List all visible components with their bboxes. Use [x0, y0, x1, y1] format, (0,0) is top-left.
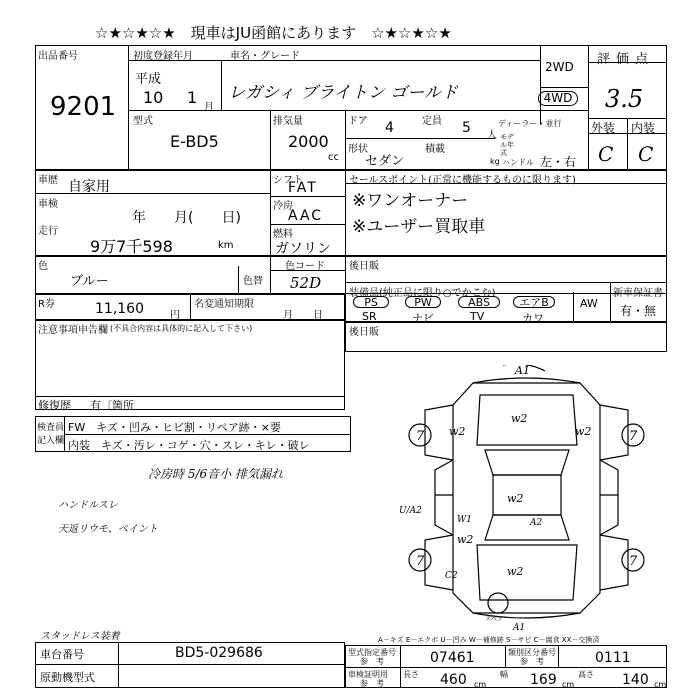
displacement-label: 排気量 [273, 116, 303, 127]
handle-label: ハンドル [502, 158, 534, 167]
mark-wheel-fl: 7 [416, 429, 425, 444]
color-code-value: 52D [290, 274, 322, 292]
repair-value: 有〔箇所 [90, 399, 134, 412]
rear-label: 後日販 [349, 261, 379, 272]
notes-label: 注意事項申告欄 [38, 325, 108, 336]
notice-label: 名変通知期限 [194, 299, 254, 310]
lot-label: 出品番号 [38, 51, 78, 62]
handwritten-note-3: 天返リウモ、ペイント [58, 524, 158, 535]
capacity-unit: 人 [487, 130, 497, 141]
shift-label: シフト [273, 175, 303, 186]
inspector-label-top: 検査員 [37, 423, 65, 433]
registration-era: 平成 [135, 72, 162, 87]
category-sub: 参 考 [520, 657, 544, 666]
width-label: 幅 [500, 670, 508, 679]
warranty-value: 有・無 [620, 304, 657, 318]
equip-airbag: エアB [513, 296, 555, 308]
equip-sr: SR [362, 310, 377, 323]
fuel-value: ガソリン [275, 241, 331, 257]
mileage-label: 走行 [38, 226, 58, 237]
length-unit: cm [474, 680, 487, 689]
mark-wheel-rl: 7 [416, 554, 425, 569]
displacement-value: 2000 [288, 132, 329, 151]
handle-value: 左・右 [540, 155, 577, 169]
drive-2wd: 2WD [545, 60, 574, 74]
mark-a1-top: A1 [515, 365, 530, 377]
registration-year: 10 [143, 88, 164, 107]
mark-a2: A2 [530, 518, 543, 528]
history-value: 自家用 [68, 179, 110, 195]
dealer-label: ディーラー・並行 [498, 119, 562, 128]
dimensions-label: 車検証明用 [348, 670, 388, 679]
interior-grade: C [638, 142, 654, 166]
handwritten-note-1: 冷房時 5/6音小 排気漏れ [148, 467, 283, 481]
model-designation-value: 07461 [430, 650, 475, 666]
dimensions-sub: 参 考 [360, 679, 384, 688]
model-designation-sub: 参 考 [360, 657, 384, 666]
engine-label: 原動機型式 [40, 671, 95, 684]
mark-w2-right-front: w2 [575, 425, 592, 438]
equip-ps: PS [353, 296, 389, 308]
fuel-label: 燃料 [273, 229, 293, 240]
mark-w2-roof: w2 [507, 492, 524, 505]
mark-a1-bottom: A1 [513, 623, 526, 630]
color-value: ブルー [70, 274, 109, 289]
equip-abs: ABS [458, 296, 500, 308]
mileage-unit: km [218, 240, 234, 251]
width-value: 169 [530, 672, 557, 688]
rear-block [345, 322, 667, 352]
inspector-label-bottom: 記入欄 [37, 436, 65, 446]
exterior-label: 外装 [591, 121, 616, 135]
registration-label: 初度登録年月 [133, 51, 193, 62]
history-label: 車歴 [38, 175, 58, 186]
exterior-grade: C [598, 142, 614, 166]
mark-w1: W1 [457, 515, 472, 525]
length-label: 長さ [403, 670, 419, 679]
inspector-row-1: FW キズ・凹み・ヒビ割・リペア跡・×要 [68, 421, 281, 434]
car-name-value: レガシィ ブライトン ゴールド [228, 83, 458, 103]
interior-label: 内装 [631, 121, 656, 135]
color-label: 色 [38, 261, 48, 272]
shaken-value: 年 月( 日) [132, 210, 241, 226]
score-label: 評価点 [597, 52, 655, 67]
equip-tv: TV [470, 310, 485, 323]
doors-label: ドア [348, 116, 368, 127]
height-unit: cm [654, 680, 667, 689]
recycle-unit: 円 [170, 310, 180, 321]
repair-label: 修復歴 [38, 399, 71, 412]
doors-value: 4 [385, 120, 394, 136]
sales-point-line-2: ※ユーザー買取車 [352, 217, 486, 237]
ac-value: AAC [288, 208, 324, 224]
ac-label: 冷房 [273, 201, 293, 212]
mark-wheel-fr: 7 [629, 429, 638, 444]
header-banner: ☆★☆★☆★ 現車はJU函館にあります ☆★☆★☆★ [95, 24, 452, 42]
capacity-value: 5 [462, 120, 471, 136]
color-change-label: 色替 [243, 276, 263, 287]
equipment-label: 装備品(純正品に限り○でかこむ) [349, 288, 496, 299]
category-label: 類別区分番号 [508, 648, 556, 657]
registration-month-unit: 月 [204, 102, 214, 113]
recycle-value: 11,160 [95, 301, 144, 317]
equip-leather: カワ [522, 312, 544, 325]
car-damage-diagram [395, 365, 655, 630]
shape-label: 形状 [348, 144, 368, 155]
registration-month: 1 [187, 88, 198, 107]
car-name-label: 車名・グレード [230, 51, 300, 62]
mark-wheel-rr: 7 [629, 554, 638, 569]
mark-w2-left-front: w2 [449, 425, 466, 438]
shift-value: FAT [288, 180, 318, 196]
load-unit: kg [490, 157, 500, 166]
mark-w2-left-rear-door: w2 [457, 533, 474, 546]
equip-pw: PW [405, 296, 441, 308]
chassis-label: 車台番号 [40, 648, 84, 661]
equip-aw: AW [580, 297, 598, 310]
width-unit: cm [562, 680, 575, 689]
drive-4wd-circled: 4WD [538, 91, 578, 106]
height-label: 高さ [578, 670, 594, 679]
handwritten-note-4: スタッドレス装着 [40, 631, 120, 642]
displacement-unit: cc [328, 152, 339, 163]
length-value: 460 [440, 672, 467, 688]
model-value: E-BD5 [170, 132, 219, 151]
score-value: 3.5 [605, 85, 644, 113]
notes-sub: (不具合内容は具体的に記入して下さい) [110, 324, 253, 333]
lot-number: 9201 [50, 92, 117, 122]
equip-navi: ナビ [412, 312, 434, 325]
recycle-label: R券 [38, 299, 55, 310]
inspector-row-2: 内装 キズ・汚レ・コゲ・穴・スレ・キレ・破レ [68, 439, 310, 452]
notice-value: 月 日 [283, 310, 323, 321]
spare-label: スペア [485, 616, 504, 623]
mark-c2: C2 [445, 571, 458, 581]
model-label: 型式 [133, 116, 153, 127]
model-designation-label: 型式指定番号 [348, 648, 396, 657]
sales-point-label: セールスポイント(正常に機能するものに限ります) [349, 175, 576, 186]
warranty-label: 新車保証書 [613, 288, 663, 299]
shape-value: セダン [365, 154, 405, 169]
color-code-label: 色コード [285, 261, 325, 272]
shaken-label: 車検 [38, 199, 58, 210]
handwritten-note-2: ハンドルスレ [58, 500, 118, 511]
damage-legend: A－キズ E－エクボ U－凹み W－補修跡 S－サビ C－腐食 XX－交換済 [378, 636, 600, 644]
mark-ua2: U/A2 [399, 506, 422, 516]
mileage-value: 9万7千598 [90, 237, 173, 256]
rear-sales-label: 後日販 [349, 327, 379, 338]
category-value: 0111 [595, 650, 631, 666]
model-year-label: モデル年式 [500, 133, 514, 157]
chassis-value: BD5-029686 [175, 645, 263, 661]
mark-w2-hood: w2 [511, 412, 528, 425]
mark-w2-trunk: w2 [507, 565, 524, 578]
capacity-label: 定員 [422, 116, 442, 127]
height-value: 140 [622, 672, 649, 688]
sales-point-line-1: ※ワンオーナー [352, 191, 469, 211]
load-label: 積載 [425, 144, 445, 155]
